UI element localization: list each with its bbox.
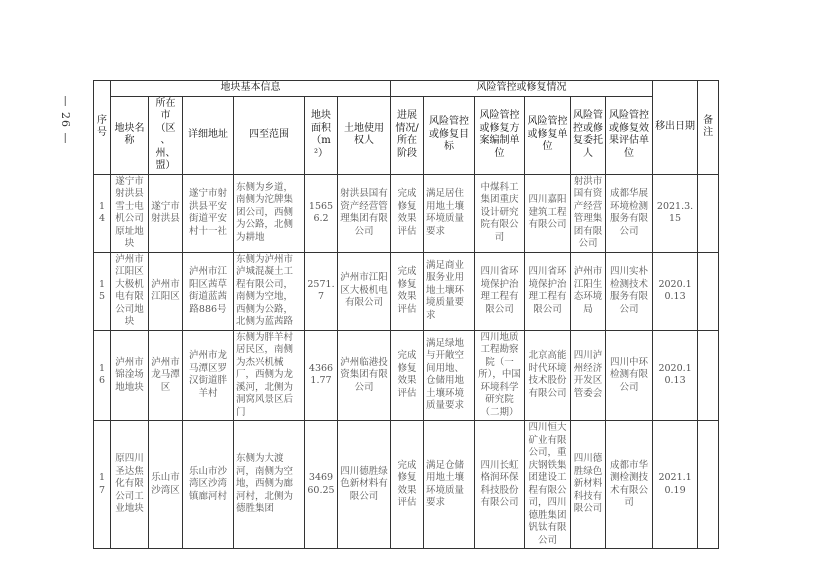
cell-target: 满足商业服务业用地土壤环境质量要求 [424, 252, 475, 330]
cell-address: 乐山市沙湾区沙湾镇廊河村 [183, 421, 234, 549]
col-header: 风险管控或修复单位 [525, 96, 571, 174]
cell-date: 2021.10.19 [653, 421, 698, 549]
cell-address: 遂宁市射洪县平安街道平安村十一社 [183, 174, 234, 252]
table-row [94, 252, 719, 330]
col-header: 土地使用权人 [338, 96, 391, 174]
cell-entrust: 四川泸州经济开发区管委会 [571, 330, 606, 421]
cell-owner: 泸州临港投资集团有限公司 [338, 330, 391, 421]
col-header: 地块名称 [111, 96, 149, 174]
col-header: 详细地址 [183, 96, 234, 174]
cell-eval-unit: 四川中环检测有限公司 [606, 330, 653, 421]
cell-target: 满足居住用地土壤环境质量要求 [424, 174, 475, 252]
cell-remark [698, 330, 719, 421]
cell-name: 泸州市锦淦场地地块 [111, 330, 149, 421]
header-basic-info: 地块基本信息 [111, 81, 391, 97]
cell-seq: 17 [94, 421, 111, 549]
cell-progress: 完成修复效果评估 [391, 174, 424, 252]
cell-seq: 15 [94, 252, 111, 330]
cell-area: 43661.77 [305, 330, 338, 421]
cell-target: 满足绿地与开敞空间用地、仓储用地土壤环境质量要求 [424, 330, 475, 421]
cell-remark [698, 421, 719, 549]
cell-seq: 14 [94, 174, 111, 252]
cell-eval-unit: 成都华展环境检测服务有限公司 [606, 174, 653, 252]
col-header: 风险管控或修复目标 [424, 96, 475, 174]
header-risk-control: 风险管控或修复情况 [391, 81, 653, 97]
header-date: 移出日期 [653, 81, 698, 175]
cell-date: 2021.3.15 [653, 174, 698, 252]
cell-repair-unit: 北京高能时代环境技术股份有限公司 [525, 330, 571, 421]
cell-eval-unit: 四川实朴检测技术服务有限公司 [606, 252, 653, 330]
cell-seq: 16 [94, 330, 111, 421]
cell-plan-unit: 四川地质工程勘察院（一所），中国环境科学研究院（二期） [475, 330, 525, 421]
cell-date: 2020.10.13 [653, 252, 698, 330]
cell-city: 泸州市龙马潭区 [149, 330, 183, 421]
cell-owner: 泸州市江阳区大极机电有限公司 [338, 252, 391, 330]
cell-entrust: 泸州市江阳生态环境局 [571, 252, 606, 330]
cell-entrust: 射洪市国有资产经营管理集团有限公司 [571, 174, 606, 252]
cell-progress: 完成修复效果评估 [391, 252, 424, 330]
cell-progress: 完成修复效果评估 [391, 421, 424, 549]
cell-owner: 射洪县国有资产经营管理集团有限公司 [338, 174, 391, 252]
cell-name: 泸州市江阳区大极机电有限公司地块 [111, 252, 149, 330]
table-row [94, 421, 719, 549]
col-header: 风险管控或修复效果评估单位 [606, 96, 653, 174]
cell-repair-unit: 四川恒大矿业有限公司，重庆钢铁集团建设工程有限公司，四川德胜集团钒钛有限公司 [525, 421, 571, 549]
header-seq: 序号 [94, 81, 111, 175]
col-header: 所在市（区、州、盟） [149, 96, 183, 174]
cell-entrust: 四川德胜绿色新材料科技有限公司 [571, 421, 606, 549]
col-header: 四至范围 [234, 96, 305, 174]
col-header: 进展情况/所在阶段 [391, 96, 424, 174]
cell-date: 2020.10.13 [653, 330, 698, 421]
cell-boundary: 东侧为胖羊村居民区，南侧为杰兴机械厂，西侧为龙溪河，北侧为洞窝风景区后门 [234, 330, 305, 421]
cell-area: 2571.7 [305, 252, 338, 330]
col-header: 地块面积（m²） [305, 96, 338, 174]
cell-area: 15656.2 [305, 174, 338, 252]
cell-remark [698, 174, 719, 252]
cell-city: 泸州市江阳区 [149, 252, 183, 330]
cell-repair-unit: 四川嘉阳建筑工程有限公司 [525, 174, 571, 252]
cell-owner: 四川德胜绿色新材料有限公司 [338, 421, 391, 549]
col-header: 风险管控或修复委托人 [571, 96, 606, 174]
table-row [94, 330, 719, 421]
cell-repair-unit: 四川省环境保护治理工程有限公司 [525, 252, 571, 330]
cell-area: 346960.25 [305, 421, 338, 549]
col-header: 风险管控或修复方案编制单位 [475, 96, 525, 174]
cell-plan-unit: 四川长虹格润环保科技股份有限公司 [475, 421, 525, 549]
cell-plan-unit: 中煤科工集团重庆设计研究院有限公司 [475, 174, 525, 252]
remediation-table [93, 80, 719, 549]
cell-target: 满足仓储用地土壤环境质量要求 [424, 421, 475, 549]
page-number: — 26 — [59, 95, 72, 145]
cell-progress: 完成修复效果评估 [391, 330, 424, 421]
table-row [94, 174, 719, 252]
cell-plan-unit: 四川省环境保护治理工程有限公司 [475, 252, 525, 330]
cell-name: 原四川圣达焦化有限公司工业地块 [111, 421, 149, 549]
header-remark: 备注 [698, 81, 719, 175]
cell-eval-unit: 成都市华测检测技术有限公司 [606, 421, 653, 549]
cell-city: 遂宁市射洪县 [149, 174, 183, 252]
cell-boundary: 东侧为大渡河，南侧为空地，西侧为廊河村，北侧为德胜集团 [234, 421, 305, 549]
cell-boundary: 东侧为乡道，南侧为沱牌集团公司，西侧为公路，北侧为耕地 [234, 174, 305, 252]
cell-address: 泸州市江阳区茜草街道蓝茜路886号 [183, 252, 234, 330]
cell-boundary: 东侧为泸州市泸城混凝土工程有限公司，南侧为空地，西侧为公路，北侧为蓝茜路 [234, 252, 305, 330]
cell-name: 遂宁市射洪县雪士电机公司原址地块 [111, 174, 149, 252]
cell-remark [698, 252, 719, 330]
cell-city: 乐山市沙湾区 [149, 421, 183, 549]
cell-address: 泸州市龙马潭区罗汉街道胖羊村 [183, 330, 234, 421]
